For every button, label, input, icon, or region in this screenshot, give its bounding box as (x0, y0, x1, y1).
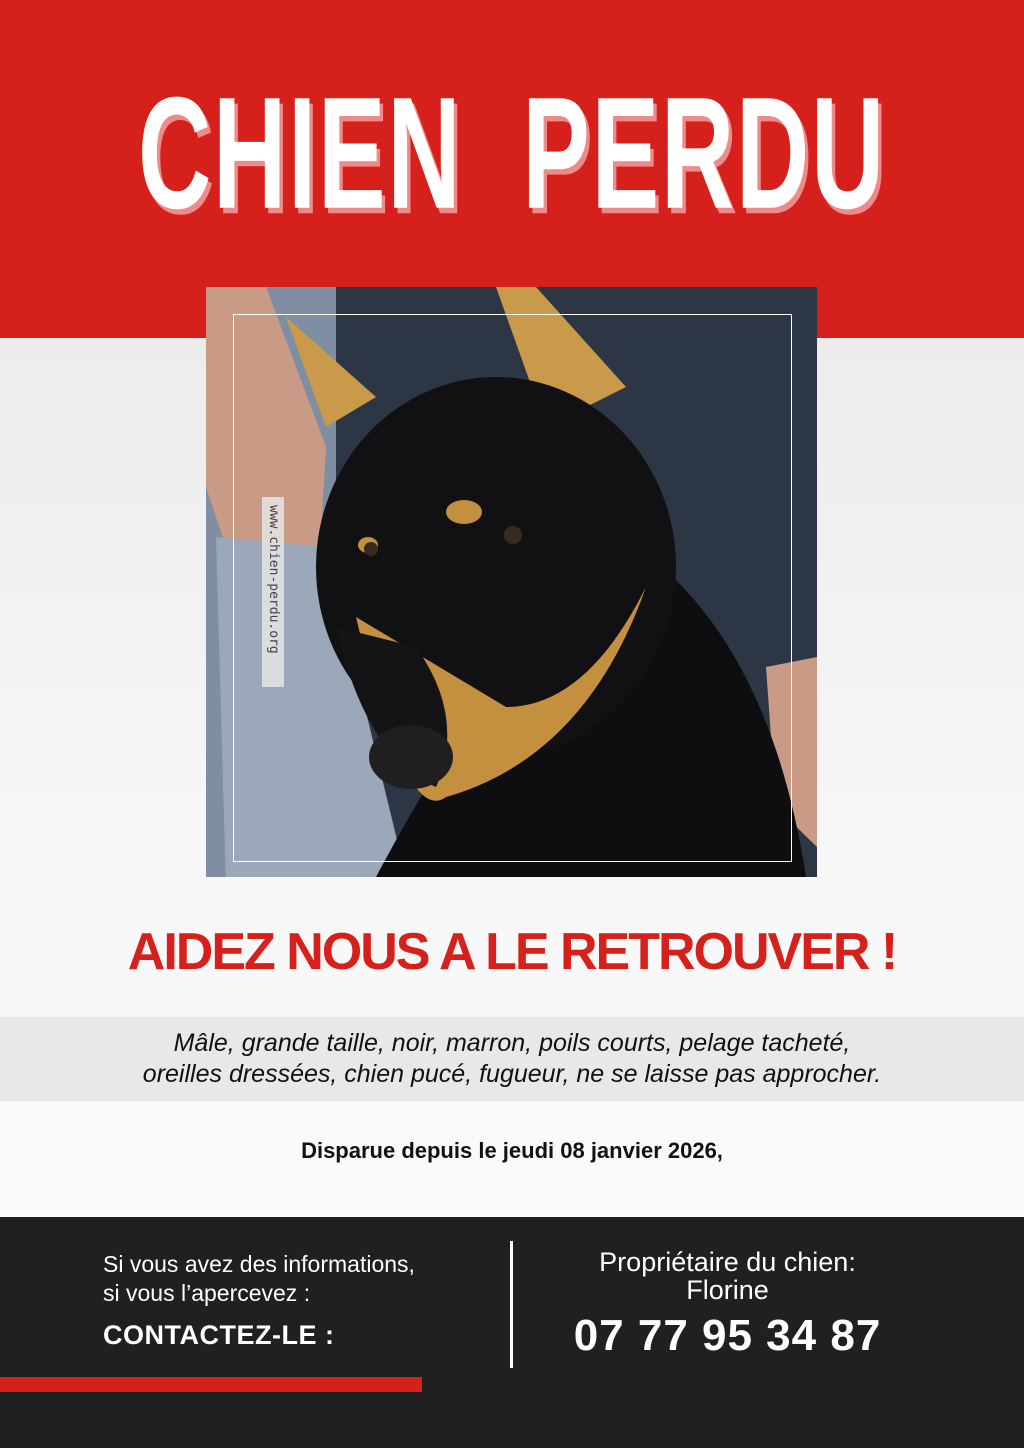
owner-label: Propriétaire du chien: (599, 1247, 856, 1277)
watermark-label (262, 497, 284, 687)
watermark-text: www.chien-perdu.org (266, 505, 281, 654)
owner-name: Florine (686, 1275, 769, 1305)
missing-since: Disparue depuis le jeudi 08 janvier 2026, (301, 1138, 723, 1163)
headline: AIDEZ NOUS A LE RETROUVER ! (127, 923, 897, 981)
phone-number[interactable]: 07 77 95 34 87 (573, 1311, 882, 1360)
contact-footer (0, 1217, 1024, 1448)
divider (510, 1241, 513, 1368)
dog-description (0, 1017, 1024, 1101)
photo-frame (233, 314, 792, 862)
poster-title: CHIEN PERDU (137, 64, 886, 243)
accent-bar (0, 1377, 422, 1392)
dog-photo (206, 287, 817, 877)
description-line-2: oreilles dressées, chien pucé, fugueur, ne se laisse pas approcher. (142, 1060, 882, 1088)
description-line-1: Mâle, grande taille, noir, marron, poils courts, pelage tacheté, (173, 1029, 851, 1057)
info-line-2: si vous l’apercevez : (103, 1280, 311, 1306)
info-text (103, 1250, 415, 1308)
info-line-1: Si vous avez des informations, (103, 1251, 415, 1277)
contact-label: CONTACTEZ-LE : (103, 1320, 335, 1350)
owner-info (540, 1248, 915, 1304)
